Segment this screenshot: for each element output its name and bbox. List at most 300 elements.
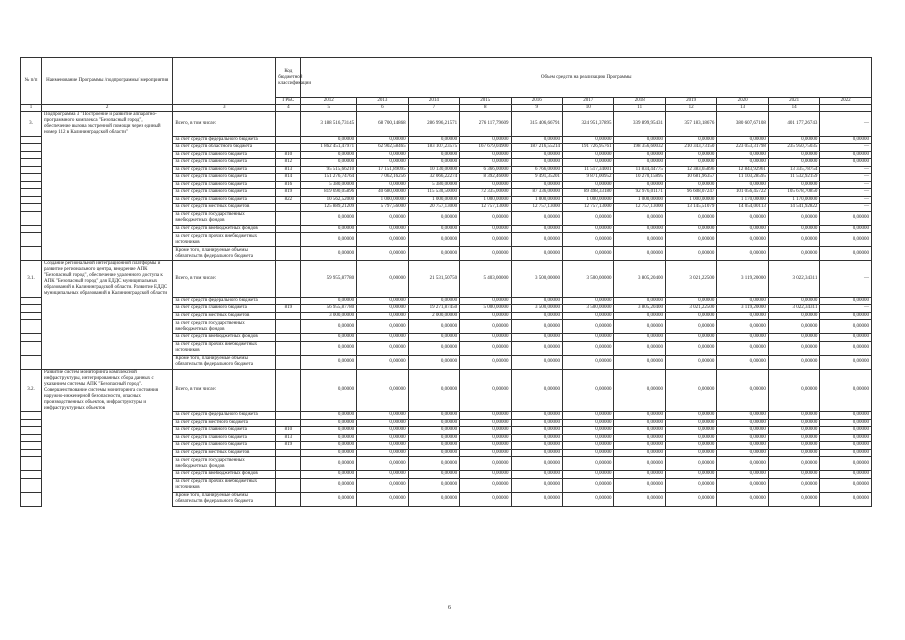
amount-cell: 0,00000 [820,151,872,159]
amount-cell: 0,00000 [408,341,459,355]
table-row [21,204,872,212]
header-col-number: 11 [614,105,665,112]
header-col-number: 2 [42,105,173,112]
amount-cell: 0,00000 [614,233,665,247]
amount-cell: — [820,166,872,174]
amount-cell: 0,00000 [614,211,665,225]
amount-cell: 0,00000 [768,151,819,159]
amount-cell: 0,00000 [511,320,562,334]
amount-cell: 0,00000 [665,369,716,412]
measure-name [42,471,173,479]
amount-cell: — [820,189,872,197]
amount-cell: 0,00000 [511,211,562,225]
grbs-code [276,320,301,334]
amount-cell: 0,00000 [511,419,562,427]
header-source-empty [173,58,276,105]
funding-source: Кроме того, планируемые объемы обязательств федерального бюджета [173,247,276,261]
amount-cell: 0,00000 [717,412,768,420]
header-year: 2012 [301,98,357,105]
amount-cell: 3 021,22500 [665,261,716,298]
measure-name: Подпрограмма 3 "Построение и развитие аппаратно-программного комплекса "Безопасный город", обеспечение вызова экстренной помощи через единый номер 112 в Калининградской области" [42,112,173,137]
header-year: 2018 [614,98,665,105]
amount-cell: 0,00000 [357,457,408,471]
amount-cell: 0,00000 [408,136,459,144]
funding-source: за счет средств федерального бюджета [173,136,276,144]
amount-cell: 0,00000 [717,457,768,471]
row-number [21,181,42,189]
grbs-code [276,449,301,457]
header-col-number: 14 [768,105,819,112]
funding-source: за счет средств прочих внебюджетных источников [173,341,276,355]
header-year: 2013 [357,98,408,105]
amount-cell: 3 119,20000 [717,305,768,313]
measure-name [42,492,173,506]
funding-source: за счет средств местных бюджетов [173,449,276,457]
header-year: 2014 [408,98,459,105]
amount-cell: 3 119,20000 [717,261,768,298]
grbs-code: 819 [276,442,301,450]
amount-cell: 0,00000 [563,457,614,471]
amount-cell: 3 500,00000 [563,261,614,298]
header-year: 2015 [460,98,511,105]
grbs-code [276,341,301,355]
row-number [21,449,42,457]
funding-source: за счет средств прочих внебюджетных источников [173,478,276,492]
amount-cell: 0,00000 [563,136,614,144]
amount-cell: 14 054,00113 [717,204,768,212]
amount-cell: 0,00000 [511,412,562,420]
amount-cell: 0,00000 [563,159,614,167]
grbs-code: 813 [276,434,301,442]
amount-cell: 0,00000 [665,225,716,233]
measure-name [42,442,173,450]
amount-cell: 5 000,00000 [460,305,511,313]
header-col-number: 10 [563,105,614,112]
amount-cell: 0,00000 [665,159,716,167]
amount-cell: 401 177,26743 [768,112,819,137]
measure-name [42,419,173,427]
amount-cell: 0,00000 [408,369,459,412]
row-number [21,151,42,159]
grbs-code: 819 [276,189,301,197]
row-number [21,144,42,152]
amount-cell: 12 843,92961 [717,166,768,174]
amount-cell: 0,00000 [460,341,511,355]
row-number [21,434,42,442]
amount-cell: 0,00000 [460,247,511,261]
amount-cell: 0,00000 [717,355,768,369]
amount-cell: 0,00000 [768,427,819,435]
amount-cell: 0,00000 [460,471,511,479]
amount-cell: 187 216,55214 [511,144,562,152]
measure-name [42,136,173,144]
amount-cell: 3 500,00000 [511,305,562,313]
amount-cell: 0,00000 [301,457,357,471]
amount-cell: 0,00000 [717,136,768,144]
amount-cell: 3 022,34311 [768,305,819,313]
amount-cell: 10 270,15895 [614,174,665,182]
funding-source: Всего, в том числе: [173,112,276,137]
amount-cell: 0,00000 [820,233,872,247]
amount-cell: 1 170,00000 [768,196,819,204]
amount-cell: 0,00000 [301,427,357,435]
table-row [21,492,872,506]
funding-source: за счет средств главного бюджета [173,427,276,435]
table-row [21,369,872,412]
table-row [21,174,872,182]
grbs-code [276,247,301,261]
amount-cell: 0,00000 [768,478,819,492]
amount-cell: 0,00000 [820,297,872,305]
amount-cell: 0,00000 [511,297,562,305]
amount-cell: 5 380,00000 [301,181,357,189]
row-number [21,492,42,506]
amount-cell: 19 271,87450 [408,305,459,313]
amount-cell: 0,00000 [460,225,511,233]
amount-cell: 0,00000 [614,247,665,261]
amount-cell: 315 406,66791 [511,112,562,137]
amount-cell: 0,00000 [768,247,819,261]
table-row [21,112,872,137]
amount-cell: 0,00000 [717,320,768,334]
amount-cell: 0,00000 [820,312,872,320]
amount-cell: 1 000,00000 [460,196,511,204]
amount-cell: 0,00000 [460,412,511,420]
amount-cell: 12 757,13000 [460,204,511,212]
amount-cell: 167 679,04900 [460,144,511,152]
amount-cell: 0,00000 [301,151,357,159]
amount-cell: 0,00000 [301,434,357,442]
funding-source: за счет средств главного бюджета [173,442,276,450]
amount-cell: 96 608,07247 [665,189,716,197]
amount-cell: 0,00000 [820,225,872,233]
amount-cell: 0,00000 [357,478,408,492]
funding-source: Кроме того, планируемые объемы обязательств федерального бюджета [173,355,276,369]
amount-cell: 0,00000 [614,297,665,305]
amount-cell: 0,00000 [563,341,614,355]
measure-name [42,189,173,197]
amount-cell: 115 530,50000 [408,189,459,197]
grbs-code [276,261,301,298]
amount-cell: 0,00000 [768,211,819,225]
amount-cell: 276 117,79609 [460,112,511,137]
table-row [21,211,872,225]
amount-cell: 0,00000 [563,427,614,435]
measure-name [42,196,173,204]
amount-cell: 0,00000 [460,312,511,320]
amount-cell: 62 902,58465 [357,144,408,152]
amount-cell: 0,00000 [665,211,716,225]
amount-cell: 0,00000 [768,233,819,247]
funding-source: за счет средств главного бюджета [173,166,276,174]
amount-cell: 0,00000 [460,181,511,189]
grbs-code: 814 [276,174,301,182]
header-kbk: Код бюджетной классификации [276,58,301,98]
amount-cell: 0,00000 [357,449,408,457]
table-row [21,144,872,152]
amount-cell: 0,00000 [357,355,408,369]
amount-cell: 0,00000 [717,297,768,305]
amount-cell: 0,00000 [614,312,665,320]
measure-name [42,312,173,320]
amount-cell: 0,00000 [408,211,459,225]
amount-cell: 0,00000 [511,151,562,159]
amount-cell: 0,00000 [768,297,819,305]
amount-cell: 380 607,67108 [717,112,768,137]
row-number [21,225,42,233]
amount-cell: 0,00000 [301,492,357,506]
grbs-code: 819 [276,305,301,313]
amount-cell: 0,00000 [717,151,768,159]
amount-cell: 0,00000 [563,151,614,159]
amount-cell: 0,00000 [820,492,872,506]
amount-cell: 0,00000 [357,305,408,313]
amount-cell: 0,00000 [665,457,716,471]
amount-cell: 0,00000 [614,181,665,189]
amount-cell: 0,00000 [614,334,665,342]
measure-name [42,427,173,435]
amount-cell: 0,00000 [717,369,768,412]
row-number [21,478,42,492]
measure-name [42,159,173,167]
amount-cell: 0,00000 [820,457,872,471]
amount-cell: 0,00000 [768,355,819,369]
row-number [21,442,42,450]
header-name: Наименование Программы /подпрограммы/ мероприятия [42,58,173,105]
amount-cell: 0,00000 [301,334,357,342]
amount-cell: 0,00000 [768,449,819,457]
amount-cell: 0,00000 [563,369,614,412]
measure-name [42,204,173,212]
amount-cell: 1 000,00000 [614,196,665,204]
table-row [21,181,872,189]
header-year: 2021 [768,98,819,105]
row-number [21,305,42,313]
amount-cell: 0,00000 [717,312,768,320]
amount-cell: 151 276,74764 [301,174,357,182]
amount-cell: 0,00000 [511,312,562,320]
amount-cell: 11 517,34001 [563,166,614,174]
amount-cell: 0,00000 [408,159,459,167]
amount-cell: 0,00000 [301,341,357,355]
amount-cell: — [820,112,872,137]
amount-cell: 0,00000 [665,297,716,305]
amount-cell: 3 805,20400 [614,261,665,298]
amount-cell: 0,00000 [665,442,716,450]
funding-source: за счет средств главного бюджета [173,434,276,442]
amount-cell: 0,00000 [665,151,716,159]
amount-cell: 0,00000 [357,471,408,479]
funding-source: за счет средств областного бюджета [173,144,276,152]
row-number [21,189,42,197]
amount-cell: 1 862 451,47971 [301,144,357,152]
amount-cell: 0,00000 [563,297,614,305]
funding-source: Кроме того, планируемые объемы обязательств федерального бюджета [173,492,276,506]
amount-cell: 13 145,51079 [665,204,716,212]
header-col-number: 3 [173,105,276,112]
amount-cell: 0,00000 [563,320,614,334]
grbs-code [276,419,301,427]
amount-cell: 0,00000 [408,334,459,342]
measure-name [42,449,173,457]
amount-cell: 0,00000 [563,478,614,492]
funding-source: за счет средств местных бюджетов [173,204,276,212]
amount-cell: 0,00000 [614,442,665,450]
amount-cell: 0,00000 [301,233,357,247]
amount-cell: 0,00000 [820,334,872,342]
amount-cell: 0,00000 [301,449,357,457]
funding-source: за счет средств государственных внебюджетных фондов [173,457,276,471]
amount-cell: 0,00000 [820,355,872,369]
amount-cell: 20 757,13000 [408,204,459,212]
amount-cell: 0,00000 [717,334,768,342]
header-year: 2017 [563,98,614,105]
amount-cell: 0,00000 [665,427,716,435]
amount-cell: 0,00000 [768,225,819,233]
grbs-code: 822 [276,196,301,204]
amount-cell: 0,00000 [408,297,459,305]
amount-cell: 324 951,37895 [563,112,614,137]
amount-cell: 0,00000 [563,355,614,369]
amount-cell: 0,00000 [820,419,872,427]
row-number [21,174,42,182]
amount-cell: 40 680,00000 [357,189,408,197]
amount-cell: 0,00000 [357,427,408,435]
header-year: 2022 [820,98,872,105]
amount-cell: 0,00000 [768,320,819,334]
header-volume: Объем средств на реализацию Программы [301,58,872,98]
amount-cell: 1 000,00000 [563,196,614,204]
amount-cell: 0,00000 [511,427,562,435]
amount-cell: 0,00000 [357,320,408,334]
table-row [21,305,872,313]
amount-cell: 0,00000 [614,412,665,420]
table-row [21,427,872,435]
amount-cell: 0,00000 [768,492,819,506]
amount-cell: 0,00000 [768,181,819,189]
measure-name [42,211,173,225]
grbs-code [276,225,301,233]
amount-cell: — [820,305,872,313]
measure-name [42,457,173,471]
table-row [21,189,872,197]
amount-cell: 0,00000 [717,471,768,479]
amount-cell: 0,00000 [511,233,562,247]
header-grbs: ГРБС [276,98,301,105]
row-number [21,297,42,305]
amount-cell: 0,00000 [357,151,408,159]
funding-source: за счет средств главного бюджета [173,189,276,197]
amount-cell: 12 757,13000 [614,204,665,212]
amount-cell: 0,00000 [301,478,357,492]
amount-cell: 198 356,60032 [614,144,665,152]
amount-cell: 0,00000 [768,312,819,320]
amount-cell: 0,00000 [511,334,562,342]
funding-source: за счет средств главного бюджета [173,174,276,182]
amount-cell: 0,00000 [563,419,614,427]
measure-name [42,334,173,342]
amount-cell: 183 107,23575 [408,144,459,152]
amount-cell: 0,00000 [768,159,819,167]
amount-cell: 1 000,00000 [511,196,562,204]
amount-cell: 0,00000 [820,471,872,479]
measure-name [42,174,173,182]
amount-cell: 0,00000 [460,369,511,412]
funding-source: за счет средств внебюджетных фондов [173,334,276,342]
amount-cell: 0,00000 [408,427,459,435]
measure-name [42,305,173,313]
amount-cell: 0,00000 [511,247,562,261]
row-number [21,247,42,261]
amount-cell: 0,00000 [820,449,872,457]
amount-cell: 0,00000 [665,136,716,144]
amount-cell: 0,00000 [563,211,614,225]
amount-cell: 0,00000 [820,211,872,225]
amount-cell: — [820,144,872,152]
grbs-code [276,457,301,471]
amount-cell: 0,00000 [614,320,665,334]
amount-cell: 0,00000 [408,247,459,261]
measure-name: Развитие систем мониторинга комплексной инфраструктуры, интегрированных сбора данных с указанием системы АПК "Безопасный город". Совершенствование системы мониторинга состояния наружно-инженерной безопасности, опасных производственных объектов, инфраструктуры и инфраструктурных объектов [42,369,173,412]
grbs-code: 810 [276,151,301,159]
grbs-code: 813 [276,166,301,174]
amount-cell: 357 183,18676 [665,112,716,137]
row-number [21,457,42,471]
amount-cell: 0,00000 [614,355,665,369]
amount-cell: 0,00000 [511,159,562,167]
amount-cell: 89 498,33180 [563,189,614,197]
measure-name [42,412,173,420]
amount-cell: 0,00000 [563,181,614,189]
amount-cell: 0,00000 [563,334,614,342]
row-number [21,341,42,355]
amount-cell: 105 678,70850 [768,189,819,197]
amount-cell: 0,00000 [820,341,872,355]
table-row [21,434,872,442]
amount-cell: 0,00000 [357,341,408,355]
amount-cell: 0,00000 [357,233,408,247]
table-row [21,355,872,369]
amount-cell: 0,00000 [408,225,459,233]
amount-cell: 14 541,92822 [768,204,819,212]
amount-cell: 10 681,96357 [665,174,716,182]
amount-cell: 0,00000 [460,211,511,225]
table-row [21,297,872,305]
amount-cell: 0,00000 [511,449,562,457]
row-number [21,355,42,369]
amount-cell: 0,00000 [820,369,872,412]
table-row [21,412,872,420]
row-number [21,166,42,174]
amount-cell: 2 000,00000 [408,312,459,320]
grbs-code [276,492,301,506]
amount-cell: 0,00000 [460,233,511,247]
row-number [21,159,42,167]
amount-cell: 13 335,78754 [768,166,819,174]
amount-cell: 0,00000 [408,471,459,479]
amount-cell: 3 021,22500 [665,305,716,313]
amount-cell: 0,00000 [768,369,819,412]
amount-cell: 0,00000 [717,419,768,427]
amount-cell: 0,00000 [614,419,665,427]
amount-cell: 0,00000 [408,442,459,450]
amount-cell: 0,00000 [511,355,562,369]
amount-cell: 0,00000 [460,449,511,457]
measure-name [42,355,173,369]
amount-cell: 0,00000 [357,312,408,320]
amount-cell: 0,00000 [820,442,872,450]
amount-cell: 101 056,45722 [717,189,768,197]
